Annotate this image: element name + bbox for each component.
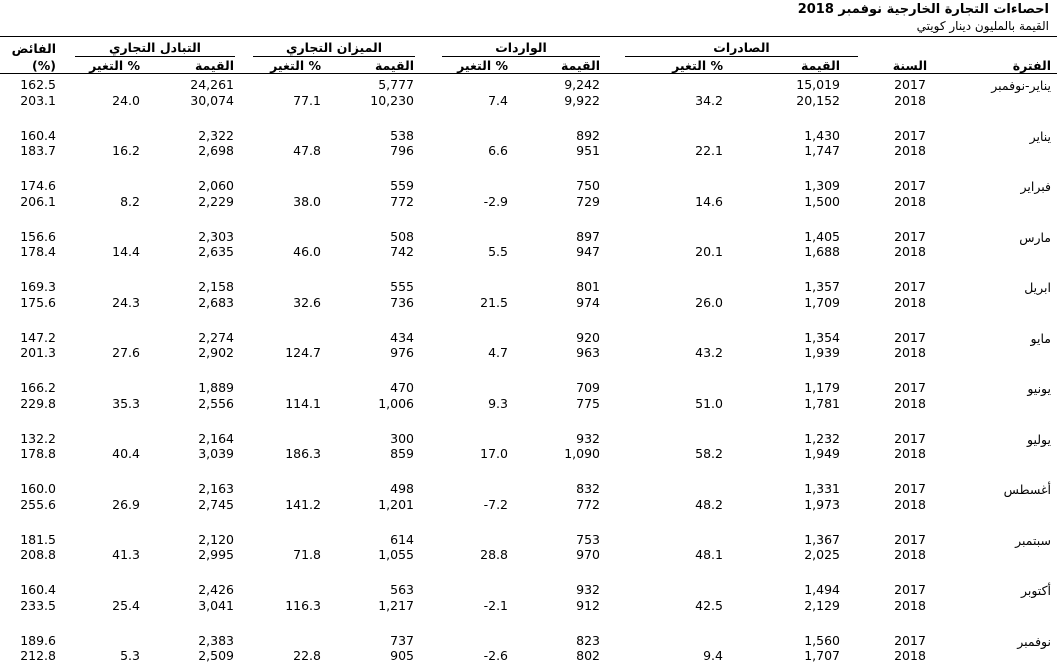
surplus-cell: 206.1 [20, 193, 56, 209]
balance-change-cell: 47.8 [293, 143, 321, 159]
balance-value-cell: 859 [390, 446, 414, 462]
year-cell: 2018 [894, 92, 926, 108]
period-label: يونيو [1027, 381, 1051, 396]
balance-change-cell: 186.3 [285, 446, 321, 462]
balance-change-cell: 141.2 [285, 496, 321, 512]
balance-value-cell: 1,006 [378, 395, 414, 411]
balance-change-cell: 22.8 [293, 648, 321, 664]
exports-value-cell: 2,025 [804, 547, 840, 563]
balance-change-cell: 124.7 [285, 345, 321, 361]
exchange-change-cell: 24.0 [112, 92, 140, 108]
imports-change-cell: -7.2 [483, 496, 508, 512]
page-subtitle: القيمة بالمليون دينار كويتي [916, 19, 1049, 33]
exchange-value-cell: 2,995 [198, 547, 234, 563]
exchange-value-cell: 2,322 [198, 127, 234, 143]
balance-value-cell: 10,230 [370, 92, 414, 108]
surplus-cell: 160.4 [20, 582, 56, 597]
surplus-cell: 181.5 [20, 531, 56, 547]
exchange-change-cell: 40.4 [112, 446, 140, 462]
surplus-cell: 166.2 [20, 380, 56, 395]
year-cell: 2018 [894, 597, 926, 613]
imports-change-cell: 6.6 [488, 143, 508, 159]
period-label: أغسطس [1003, 482, 1051, 497]
surplus-cell: 162.5 [20, 77, 56, 92]
exchange-value-cell: 2,060 [198, 178, 234, 193]
exchange-change-cell: 41.3 [112, 547, 140, 563]
imports-value-cell: 823 [576, 632, 600, 648]
exchange-value-cell: 2,635 [198, 244, 234, 260]
exchange-change-cell: 14.4 [112, 244, 140, 260]
exports-value-cell: 1,500 [804, 193, 840, 209]
exports-value-cell: 1,309 [804, 178, 840, 193]
period-label: يناير [1029, 128, 1051, 144]
balance-value-cell: 905 [390, 648, 414, 664]
balance-value-cell: 563 [390, 582, 414, 597]
imports-change-cell: 17.0 [480, 446, 508, 462]
exports-value-cell: 1,179 [804, 380, 840, 395]
imports-value-cell: 1,090 [564, 446, 600, 462]
exchange-value-cell: 2,120 [198, 531, 234, 547]
imports-value-cell: 802 [576, 648, 600, 664]
imports-change-cell: 5.5 [488, 244, 508, 260]
exchange-value-cell: 3,041 [198, 597, 234, 613]
balance-value-cell: 555 [390, 279, 414, 294]
period-label: ابريل [1024, 280, 1051, 295]
surplus-cell: 174.6 [20, 178, 56, 193]
exports-value-cell: 1,367 [804, 531, 840, 547]
surplus-cell: 189.6 [20, 632, 56, 648]
exports-value-cell: 1,747 [804, 143, 840, 159]
exchange-change-cell: 5.3 [120, 648, 140, 664]
year-cell: 2017 [894, 430, 926, 446]
imports-value-cell: 729 [576, 193, 600, 209]
exchange-value-cell: 24,261 [190, 77, 234, 92]
group-header-balance: الميزان التجاري [253, 40, 415, 57]
surplus-cell: 203.1 [20, 92, 56, 108]
surplus-cell: 183.7 [20, 143, 56, 159]
period-label: مارس [1019, 229, 1051, 245]
exchange-value-cell: 2,683 [198, 294, 234, 310]
exchange-change-cell: 26.9 [112, 496, 140, 512]
exchange-value-cell: 2,745 [198, 496, 234, 512]
title-divider [0, 36, 1057, 37]
balance-value-cell: 498 [390, 481, 414, 496]
balance-value-cell: 559 [390, 178, 414, 193]
surplus-cell: 212.8 [20, 648, 56, 664]
exports-value-cell: 1,430 [804, 127, 840, 143]
balance-value-cell: 1,201 [378, 496, 414, 512]
imports-change-cell: 21.5 [480, 294, 508, 310]
exchange-value-cell: 2,164 [198, 430, 234, 446]
page-title: احصاءات التجارة الخارجية نوفمبر 2018 [797, 2, 1049, 17]
year-cell: 2017 [894, 632, 926, 648]
year-cell: 2017 [894, 77, 926, 92]
year-cell: 2017 [894, 228, 926, 244]
exchange-change-cell: 24.3 [112, 294, 140, 310]
surplus-cell: 175.6 [20, 294, 56, 310]
exchange-change-cell: 8.2 [120, 193, 140, 209]
surplus-cell: 178.8 [20, 446, 56, 462]
header-divider [0, 73, 1057, 74]
exchange-value-cell: 2,509 [198, 648, 234, 664]
exchange-value-cell: 2,229 [198, 193, 234, 209]
exports-change-cell: 58.2 [695, 446, 723, 462]
year-cell: 2018 [894, 395, 926, 411]
surplus-cell: 208.8 [20, 547, 56, 563]
imports-value-cell: 9,242 [564, 77, 600, 92]
surplus-cell: 156.6 [20, 228, 56, 244]
balance-value-cell: 1,217 [378, 597, 414, 613]
imports-value-cell: 801 [576, 279, 600, 294]
imports-value-cell: 9,922 [564, 92, 600, 108]
surplus-cell: 178.4 [20, 244, 56, 260]
year-cell: 2018 [894, 446, 926, 462]
surplus-cell: 147.2 [20, 329, 56, 345]
period-label: مايو [1030, 330, 1051, 346]
balance-change-cell: 32.6 [293, 294, 321, 310]
balance-value-cell: 736 [390, 294, 414, 310]
imports-change-cell: -2.9 [483, 193, 508, 209]
imports-value-cell: 932 [576, 582, 600, 597]
year-cell: 2017 [894, 531, 926, 547]
exports-change-cell: 48.1 [695, 547, 723, 563]
surplus-cell: 169.3 [20, 279, 56, 294]
balance-value-cell: 976 [390, 345, 414, 361]
exports-value-cell: 15,019 [796, 77, 840, 92]
year-cell: 2017 [894, 127, 926, 143]
header-exports-change: التغير % [672, 58, 723, 73]
balance-value-cell: 737 [390, 632, 414, 648]
exports-value-cell: 1,331 [804, 481, 840, 496]
exports-value-cell: 1,560 [804, 632, 840, 648]
balance-value-cell: 300 [390, 430, 414, 446]
imports-change-cell: -2.1 [483, 597, 508, 613]
imports-change-cell: -2.6 [483, 648, 508, 664]
exports-value-cell: 20,152 [796, 92, 840, 108]
year-cell: 2017 [894, 380, 926, 395]
exchange-value-cell: 30,074 [190, 92, 234, 108]
header-balance-value: القيمة [374, 58, 414, 73]
balance-value-cell: 434 [390, 329, 414, 345]
balance-change-cell: 114.1 [285, 395, 321, 411]
exports-change-cell: 51.0 [695, 395, 723, 411]
period-label: أكتوبر [1020, 583, 1051, 598]
balance-value-cell: 470 [390, 380, 414, 395]
balance-value-cell: 742 [390, 244, 414, 260]
header-surplus-unit: (%) [32, 58, 56, 73]
imports-value-cell: 832 [576, 481, 600, 496]
balance-value-cell: 614 [390, 531, 414, 547]
imports-value-cell: 772 [576, 496, 600, 512]
exports-value-cell: 1,939 [804, 345, 840, 361]
balance-change-cell: 46.0 [293, 244, 321, 260]
exports-change-cell: 43.2 [695, 345, 723, 361]
imports-change-cell: 7.4 [488, 92, 508, 108]
period-label: نوفمبر [1017, 633, 1051, 649]
year-cell: 2018 [894, 648, 926, 664]
imports-value-cell: 947 [576, 244, 600, 260]
exports-value-cell: 1,357 [804, 279, 840, 294]
exchange-change-cell: 25.4 [112, 597, 140, 613]
imports-value-cell: 970 [576, 547, 600, 563]
period-label: سبتمبر [1015, 532, 1051, 548]
exports-value-cell: 2,129 [804, 597, 840, 613]
exports-change-cell: 9.4 [703, 648, 723, 664]
balance-change-cell: 77.1 [293, 92, 321, 108]
exchange-value-cell: 2,274 [198, 329, 234, 345]
year-cell: 2018 [894, 547, 926, 563]
surplus-cell: 132.2 [20, 430, 56, 446]
header-exchange-change: التغير % [89, 58, 140, 73]
exports-value-cell: 1,688 [804, 244, 840, 260]
exchange-value-cell: 2,698 [198, 143, 234, 159]
exports-value-cell: 1,949 [804, 446, 840, 462]
surplus-cell: 233.5 [20, 597, 56, 613]
exports-change-cell: 34.2 [695, 92, 723, 108]
balance-change-cell: 38.0 [293, 193, 321, 209]
exports-value-cell: 1,709 [804, 294, 840, 310]
balance-change-cell: 71.8 [293, 547, 321, 563]
exchange-value-cell: 2,303 [198, 228, 234, 244]
period-label: يوليو [1027, 431, 1051, 447]
imports-change-cell: 28.8 [480, 547, 508, 563]
header-balance-change: التغير % [270, 58, 321, 73]
header-exchange-value: القيمة [194, 58, 234, 73]
group-header-imports: الواردات [442, 40, 600, 57]
year-cell: 2018 [894, 244, 926, 260]
year-cell: 2018 [894, 496, 926, 512]
group-header-exchange: التبادل التجاري [75, 40, 235, 57]
imports-value-cell: 775 [576, 395, 600, 411]
balance-change-cell: 116.3 [285, 597, 321, 613]
imports-value-cell: 932 [576, 430, 600, 446]
exports-value-cell: 1,494 [804, 582, 840, 597]
balance-value-cell: 772 [390, 193, 414, 209]
exchange-value-cell: 2,902 [198, 345, 234, 361]
imports-change-cell: 9.3 [488, 395, 508, 411]
imports-value-cell: 750 [576, 178, 600, 193]
header-exports-value: القيمة [800, 58, 840, 73]
imports-value-cell: 963 [576, 345, 600, 361]
group-header-exports: الصادرات [625, 40, 858, 57]
surplus-cell: 229.8 [20, 395, 56, 411]
imports-value-cell: 974 [576, 294, 600, 310]
surplus-cell: 160.0 [20, 481, 56, 496]
exchange-value-cell: 2,556 [198, 395, 234, 411]
year-cell: 2018 [894, 143, 926, 159]
year-cell: 2018 [894, 345, 926, 361]
period-label: فبراير [1020, 179, 1051, 194]
balance-value-cell: 796 [390, 143, 414, 159]
surplus-cell: 160.4 [20, 127, 56, 143]
imports-change-cell: 4.7 [488, 345, 508, 361]
exports-value-cell: 1,232 [804, 430, 840, 446]
year-cell: 2017 [894, 279, 926, 294]
exports-value-cell: 1,354 [804, 329, 840, 345]
header-imports-value: القيمة [560, 58, 600, 73]
year-cell: 2017 [894, 329, 926, 345]
header-imports-change: التغير % [457, 58, 508, 73]
exchange-value-cell: 2,158 [198, 279, 234, 294]
exports-value-cell: 1,707 [804, 648, 840, 664]
header-year: السنة [892, 58, 928, 73]
imports-value-cell: 753 [576, 531, 600, 547]
period-label: يناير-نوفمبر [991, 78, 1051, 93]
exports-value-cell: 1,405 [804, 228, 840, 244]
exchange-value-cell: 2,426 [198, 582, 234, 597]
header-period: الفترة [1012, 58, 1051, 73]
year-cell: 2017 [894, 481, 926, 496]
exports-change-cell: 48.2 [695, 496, 723, 512]
imports-value-cell: 920 [576, 329, 600, 345]
imports-value-cell: 951 [576, 143, 600, 159]
balance-value-cell: 538 [390, 127, 414, 143]
imports-value-cell: 912 [576, 597, 600, 613]
imports-value-cell: 709 [576, 380, 600, 395]
exports-change-cell: 14.6 [695, 193, 723, 209]
exchange-change-cell: 27.6 [112, 345, 140, 361]
exports-change-cell: 22.1 [695, 143, 723, 159]
exports-change-cell: 20.1 [695, 244, 723, 260]
balance-value-cell: 1,055 [378, 547, 414, 563]
year-cell: 2018 [894, 294, 926, 310]
exchange-value-cell: 2,383 [198, 632, 234, 648]
exports-change-cell: 42.5 [695, 597, 723, 613]
exchange-value-cell: 1,889 [198, 380, 234, 395]
exports-value-cell: 1,781 [804, 395, 840, 411]
balance-value-cell: 508 [390, 228, 414, 244]
exports-value-cell: 1,973 [804, 496, 840, 512]
exchange-value-cell: 3,039 [198, 446, 234, 462]
exchange-change-cell: 35.3 [112, 395, 140, 411]
surplus-cell: 201.3 [20, 345, 56, 361]
imports-value-cell: 892 [576, 127, 600, 143]
year-cell: 2017 [894, 178, 926, 193]
exports-change-cell: 26.0 [695, 294, 723, 310]
exchange-change-cell: 16.2 [112, 143, 140, 159]
year-cell: 2017 [894, 582, 926, 597]
year-cell: 2018 [894, 193, 926, 209]
imports-value-cell: 897 [576, 228, 600, 244]
balance-value-cell: 5,777 [378, 77, 414, 92]
header-surplus: الفائض [11, 41, 56, 56]
surplus-cell: 255.6 [20, 496, 56, 512]
exchange-value-cell: 2,163 [198, 481, 234, 496]
